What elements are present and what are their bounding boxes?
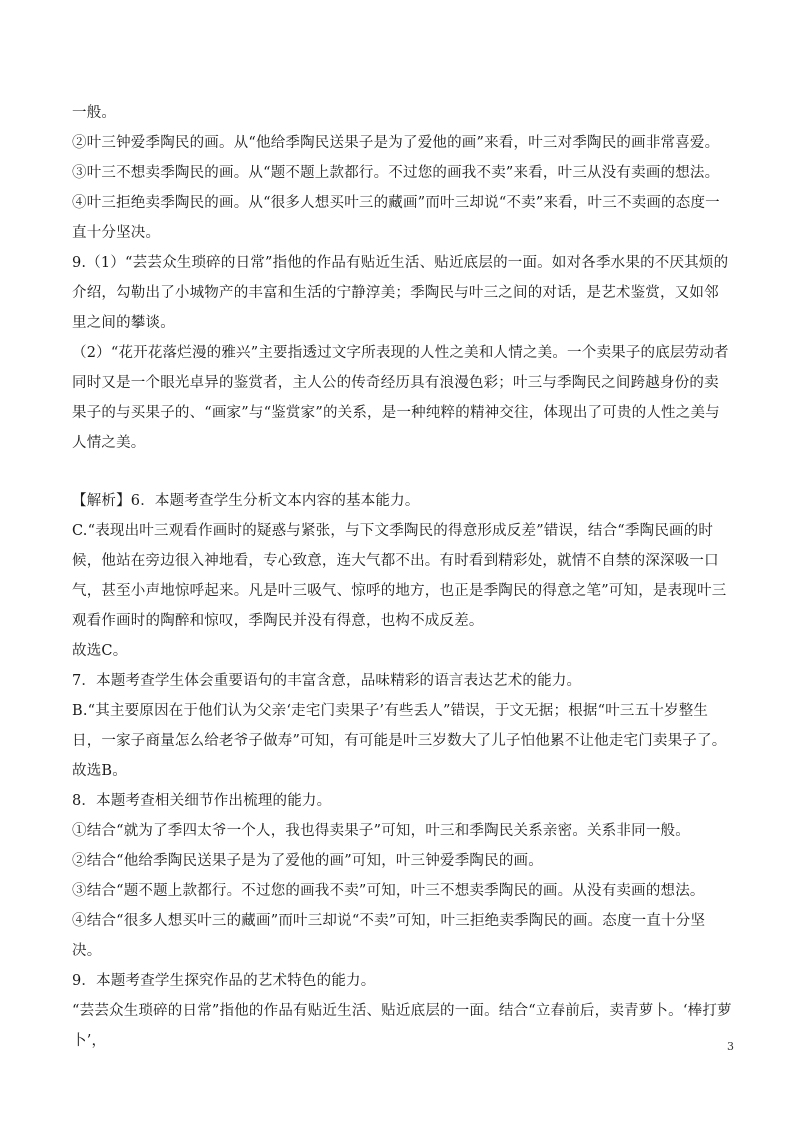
analysis-heading: 【解析】6．本题考查学生分析文本内容的基本能力。: [72, 493, 420, 509]
answer-line: 故选C。: [72, 643, 128, 659]
paragraph: ②叶三钟爱季陶民的画。从“他给季陶民送果子是为了爱他的画”来看，叶三对季陶民的画非常喜爱。: [72, 135, 720, 151]
paragraph: 一般。: [72, 105, 117, 121]
page-number: 3: [727, 1040, 734, 1053]
paragraph: ④结合“很多人想买叶三的藏画”而叶三却说“不卖”可知，叶三拒绝卖季陶民的画。态度一直十分坚决。: [72, 913, 706, 959]
paragraph: （2）“花开花落烂漫的雅兴”主要指透过文字所表现的人性之美和人情之美。一个卖果子的底层劳动者同时又是一个眼光卓异的鉴赏者，主人公的传奇经历具有浪漫色彩；叶三与季陶民之间跨越身份的卖果子的与买果子的、“画家”与“鉴赏家”的关系，是一种纯粹的精神交往，体现出了可贵的人性之美与人情之美。: [72, 345, 729, 451]
paragraph: ②结合“他给季陶民送果子是为了爱他的画”可知，叶三钟爱季陶民的画。: [72, 853, 543, 869]
paragraph: 9.（1）“芸芸众生琐碎的日常”指他的作品有贴近生活、贴近底层的一面。如对各季水果的不厌其烦的介绍，勾勒出了小城物产的丰富和生活的宁静淳美；季陶民与叶三之间的对话，是艺术鉴赏，又如邻里之间的攀谈。: [72, 255, 729, 331]
paragraph: 8．本题考查相关细节作出梳理的能力。: [72, 793, 332, 809]
paragraph: C.“表现出叶三观看作画时的疑惑与紧张，与下文季陶民的得意形成反差”错误，结合“季陶民画的时候，他站在旁边很入神地看，专心致意，连大气都不出。有时看到精彩处，就情不自禁的深深吸一口气，甚至小声地惊呼起来。凡是叶三吸气、惊呼的地方，也正是季陶民的得意之笔”可知，是表现叶三观看作画时的陶醉和惊叹，季陶民并没有得意，也构不成反差。: [72, 523, 727, 629]
document-body: [72, 98, 732, 1056]
paragraph: ③结合“题不题上款都行。不过您的画我不卖”可知，叶三不想卖季陶民的画。从没有卖画的想法。: [72, 883, 705, 899]
paragraph: ③叶三不想卖季陶民的画。从“题不题上款都行。不过您的画我不卖”来看，叶三从没有卖画的想法。: [72, 165, 720, 181]
paragraph: ①结合“就为了季四太爷一个人，我也得卖果子”可知，叶三和季陶民关系亲密。关系非同一般。: [72, 823, 690, 839]
section-spacer: [72, 458, 732, 486]
paragraph: ④叶三拒绝卖季陶民的画。从“很多人想买叶三的藏画”而叶三却说“不卖”来看，叶三不卖画的态度一直十分坚决。: [72, 195, 720, 241]
paragraph: 9．本题考查学生探究作品的艺术特色的能力。: [72, 973, 376, 989]
paragraph: B.“其主要原因在于他们认为父亲‘走宅门卖果子’有些丢人”错误，于文无据；根据“叶三五十岁整生日，一家子商量怎么给老爷子做寿”可知，有可能是叶三岁数大了儿子怕他累不让他走宅门卖果子了。: [72, 703, 727, 749]
answer-line: 故选B。: [72, 763, 127, 779]
paragraph: “芸芸众生琐碎的日常”指他的作品有贴近生活、贴近底层的一面。结合“立春前后，卖青萝卜。‘棒打萝卜’，: [72, 1003, 732, 1049]
paragraph: 7．本题考查学生体会重要语句的丰富含意，品味精彩的语言表达艺术的能力。: [72, 673, 582, 689]
